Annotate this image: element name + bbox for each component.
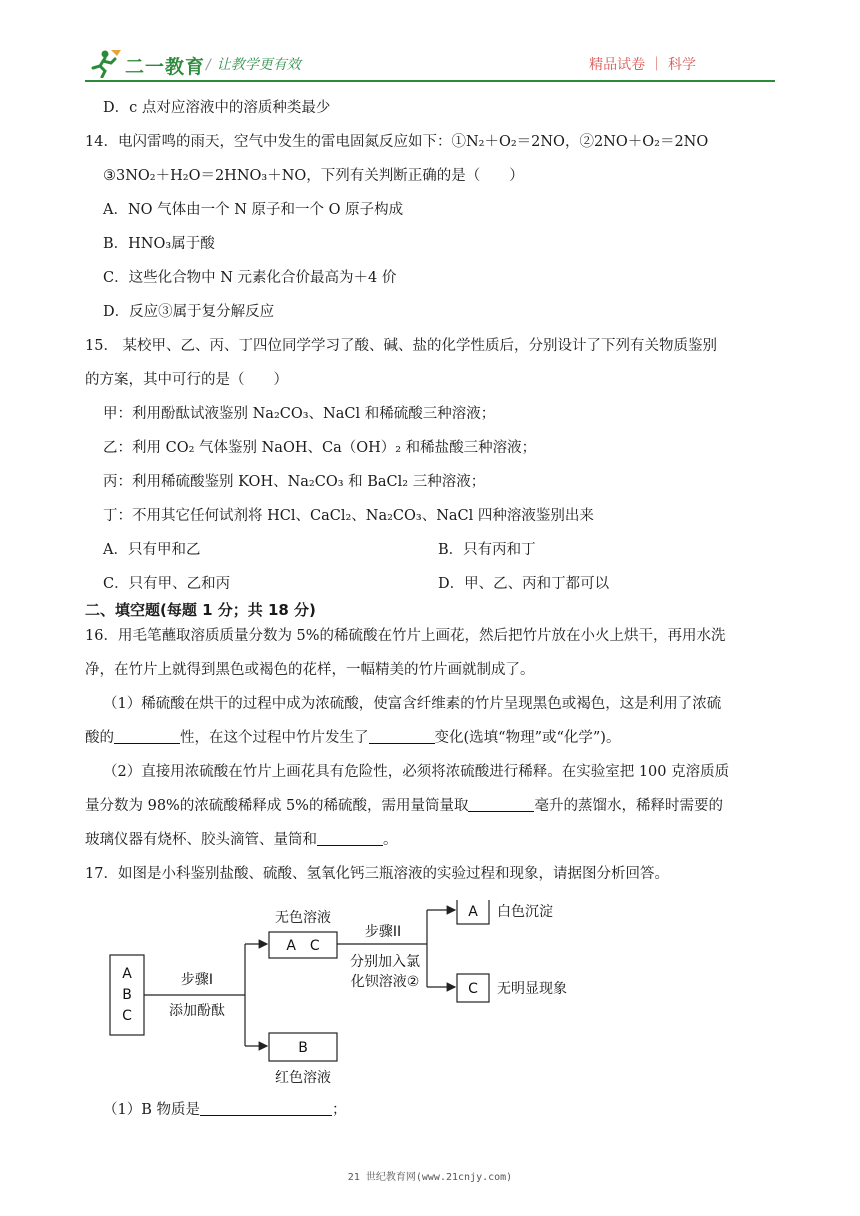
q14-option-d: D．反应③属于复分解反应 xyxy=(103,304,275,320)
b-box-caption: 红色溶液 xyxy=(275,1070,331,1086)
flow-diagram-svg xyxy=(105,900,605,1100)
page-footer: 21 世纪教育网(www.21cnjy.com) xyxy=(347,1172,513,1183)
runner-logo-icon xyxy=(85,48,123,78)
q16-part2-line1: （2）直接用浓硫酸在竹片上画花具有危险性，必须将浓硫酸进行稀释。在实验室把 100 克溶质质 xyxy=(103,764,730,780)
q16-part2-text-d: 。 xyxy=(383,832,398,848)
q15-plan-yi: 乙：利用 CO₂ 气体鉴别 NaOH、Ca（OH）₂ 和稀盐酸三种溶液； xyxy=(103,440,537,456)
start-label-b: B xyxy=(122,987,132,1003)
q15-option-c: C．只有甲、乙和丙 xyxy=(103,576,231,592)
q16-part1-line1: （1）稀硫酸在烘干的过程中成为浓硫酸，使富含纤维素的竹片呈现黑色或褐色，这是利用了浓硫 xyxy=(103,696,722,712)
q15-stem-line1: 15． 某校甲、乙、丙、丁四位同学学习了酸、碱、盐的化学性质后，分别设计了下列有关物质鉴别 xyxy=(85,338,718,354)
start-label-c: C xyxy=(122,1008,132,1024)
q16-part2-text-b: 毫升的蒸馏水，稀释时需要的 xyxy=(534,798,723,814)
q16-part1-line2 xyxy=(85,728,620,748)
slogan-text: 让教学更有效 xyxy=(216,57,301,73)
q16-part2-line3 xyxy=(85,830,398,850)
q14-option-a: A．NO 气体由一个 N 原子和一个 O 原子构成 xyxy=(103,202,404,218)
q16-blank-3[interactable] xyxy=(468,797,534,812)
c-box-label: C xyxy=(468,981,478,997)
page-header xyxy=(0,0,860,84)
q16-part2-line2 xyxy=(85,796,723,816)
c-result: 无明显现象 xyxy=(497,981,567,997)
q17-part1-text: （1）B 物质是 xyxy=(103,1102,200,1118)
step1-action: 添加酚酞 xyxy=(169,1003,225,1019)
flow-diagram xyxy=(105,900,605,1100)
q14-stem-line2: ③3NO₂＋H₂O＝2HNO₃＋NO，下列有关判断正确的是（ ） xyxy=(103,168,524,184)
q16-part1-text-b: 性，在这个过程中竹片发生了 xyxy=(180,730,369,746)
logo-text: 二一教育 xyxy=(125,56,206,78)
q16-part2-text-a: 量分数为 98%的浓硫酸稀释成 5%的稀硫酸，需用量筒量取 xyxy=(85,798,469,814)
q15-option-b: B．只有丙和丁 xyxy=(438,542,536,558)
ac-box-caption: 无色溶液 xyxy=(275,910,331,926)
q14-stem-line1: 14．电闪雷鸣的雨天，空气中发生的雷电固氮反应如下：①N₂＋O₂＝2NO，②2NO＋O₂＝2NO xyxy=(85,134,709,150)
q15-option-d: D．甲、乙、丙和丁都可以 xyxy=(438,576,610,592)
q14-option-c: C．这些化合物中 N 元素化合价最高为＋4 价 xyxy=(103,270,397,286)
q15-plan-jia: 甲：利用酚酞试液鉴别 Na₂CO₃、NaCl 和稀硫酸三种溶液； xyxy=(103,406,496,422)
b-box-label: B xyxy=(298,1040,308,1056)
q17-part1 xyxy=(103,1100,347,1120)
q16-part1-text-a: 酸的 xyxy=(85,730,114,746)
slogan: / 让教学更有效 xyxy=(206,57,301,73)
q14-option-b: B．HNO₃属于酸 xyxy=(103,236,215,252)
q15-option-a: A．只有甲和乙 xyxy=(103,542,201,558)
q16-blank-4[interactable] xyxy=(317,831,383,846)
q15-plan-ding: 丁：不用其它任何试剂将 HCl、CaCl₂、Na₂CO₃、NaCl 四种溶液鉴别出来 xyxy=(103,508,594,524)
start-label-a: A xyxy=(122,966,132,982)
a-box-label: A xyxy=(468,904,478,920)
q15-stem-line2: 的方案，其中可行的是（ ） xyxy=(85,372,288,388)
q17-blank-1[interactable] xyxy=(200,1101,332,1116)
ac-box-label: A C xyxy=(286,938,320,954)
q17-part1-end: ； xyxy=(332,1102,347,1118)
q16-stem-line2: 净，在竹片上就得到黑色或褐色的花样，一幅精美的竹片画就制成了。 xyxy=(85,662,535,678)
q16-part1-text-c: 变化(选填“物理”或“化学”)。 xyxy=(434,730,621,746)
step2-label: 步骤II xyxy=(364,924,402,940)
q17-stem: 17．如图是小科鉴别盐酸、硫酸、氢氧化钙三瓶溶液的实验过程和现象，请据图分析回答。 xyxy=(85,866,669,882)
step2-action-line1: 分别加入氯 xyxy=(350,954,420,970)
q16-stem-line1: 16．用毛笔蘸取溶质质量分数为 5%的稀硫酸在竹片上画花，然后把竹片放在小火上烘干，再用水洗 xyxy=(85,628,726,644)
section-heading: 二、填空题(每题 1 分；共 18 分) xyxy=(85,601,316,619)
step1-label: 步骤I xyxy=(180,972,214,988)
a-result: 白色沉淀 xyxy=(497,904,553,920)
header-divider xyxy=(85,80,775,82)
step2-action-line2: 化钡溶液② xyxy=(350,974,420,990)
q16-part2-text-c: 玻璃仪器有烧杯、胶头滴管、量筒和 xyxy=(85,832,317,848)
q16-blank-2[interactable] xyxy=(369,729,435,744)
q15-plan-bing: 丙：利用稀硫酸鉴别 KOH、Na₂CO₃ 和 BaCl₂ 三种溶液； xyxy=(103,474,486,490)
q16-blank-1[interactable] xyxy=(114,729,180,744)
header-category: 精品试卷 ｜ 科学 xyxy=(589,57,696,73)
q13-option-d: D．c 点对应溶液中的溶质种类最少 xyxy=(103,100,331,116)
